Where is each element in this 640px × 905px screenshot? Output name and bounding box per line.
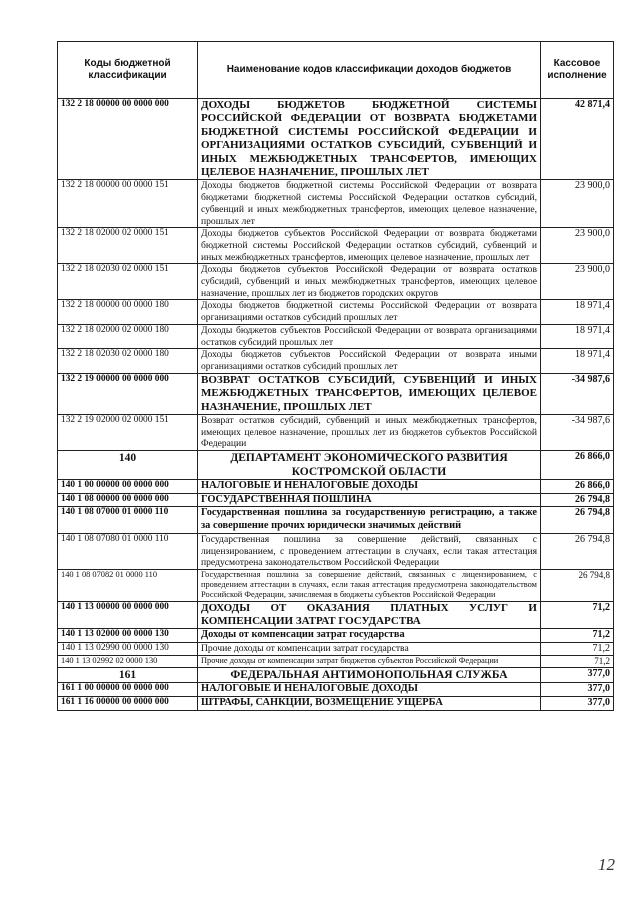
row-code: 132 2 18 00000 00 0000 000 [58, 99, 198, 180]
table-row [58, 601, 614, 629]
row-amount: 26 794,8 [541, 533, 614, 569]
row-name: ФЕДЕРАЛЬНАЯ АНТИМОНОПОЛЬНАЯ СЛУЖБА [198, 668, 541, 683]
revenue-table [57, 41, 614, 711]
row-code: 140 1 13 02990 00 0000 130 [58, 643, 198, 656]
row-amount: 377,0 [541, 683, 614, 697]
row-code: 132 2 18 02000 02 0000 151 [58, 228, 198, 264]
row-amount: 26 794,8 [541, 569, 614, 601]
table-row [58, 493, 614, 507]
row-code: 161 1 00 00000 00 0000 000 [58, 683, 198, 697]
row-name: НАЛОГОВЫЕ И НЕНАЛОГОВЫЕ ДОХОДЫ [198, 480, 541, 494]
row-code: 161 [58, 668, 198, 683]
row-name: Доходы от компенсации затрат государства [198, 629, 541, 643]
row-amount: 23 900,0 [541, 264, 614, 300]
row-amount: 18 971,4 [541, 349, 614, 373]
row-code: 140 1 08 07082 01 0000 110 [58, 569, 198, 601]
row-amount: 26 866,0 [541, 451, 614, 480]
table-row [58, 99, 614, 180]
row-name: ШТРАФЫ, САНКЦИИ, ВОЗМЕЩЕНИЕ УЩЕРБА [198, 697, 541, 711]
row-name: Государственная пошлина за совершение действий, связанных с лицензированием, с проведением аттестации в случаях, если такая аттестация предусмотрена законодательством Российской Федерации [198, 533, 541, 569]
row-amount: 377,0 [541, 668, 614, 683]
row-code: 161 1 16 00000 00 0000 000 [58, 697, 198, 711]
row-code: 140 1 00 00000 00 0000 000 [58, 480, 198, 494]
table-row [58, 697, 614, 711]
row-name: Доходы бюджетов субъектов Российской Федерации от возврата организациями остатков субсидий прошлых лет [198, 324, 541, 348]
row-amount: 377,0 [541, 697, 614, 711]
row-code: 140 1 13 00000 00 0000 000 [58, 601, 198, 629]
row-code: 140 1 08 07080 01 0000 110 [58, 533, 198, 569]
table-row [58, 228, 614, 264]
row-amount: 42 871,4 [541, 99, 614, 180]
row-code: 140 1 08 00000 00 0000 000 [58, 493, 198, 507]
row-amount: 26 866,0 [541, 480, 614, 494]
table-row [58, 414, 614, 450]
row-amount: 71,2 [541, 656, 614, 668]
row-name: ДЕПАРТАМЕНТ ЭКОНОМИЧЕСКОГО РАЗВИТИЯ КОСТРОМСКОЙ ОБЛАСТИ [198, 451, 541, 480]
row-amount: 71,2 [541, 629, 614, 643]
row-code: 132 2 18 02030 02 0000 180 [58, 349, 198, 373]
table-row [58, 668, 614, 683]
table-row [58, 569, 614, 601]
row-code: 140 [58, 451, 198, 480]
row-code: 140 1 13 02992 02 0000 130 [58, 656, 198, 668]
row-name: НАЛОГОВЫЕ И НЕНАЛОГОВЫЕ ДОХОДЫ [198, 683, 541, 697]
table-row [58, 451, 614, 480]
table-row [58, 629, 614, 643]
row-name: Государственная пошлина за совершение действий, связанных с лицензированием, с проведением аттестации в случаях, если такая аттестация предусмотрена законодательством Российской Федерации, зачисляемая в бюджеты субъектов Российской Федерации [198, 569, 541, 601]
row-name: Прочие доходы от компенсации затрат бюджетов субъектов Российской Федерации [198, 656, 541, 668]
row-name: Доходы бюджетов субъектов Российской Федерации от возврата иными организациями остатков субсидий прошлых лет [198, 349, 541, 373]
row-name: ГОСУДАРСТВЕННАЯ ПОШЛИНА [198, 493, 541, 507]
row-name: ВОЗВРАТ ОСТАТКОВ СУБСИДИЙ, СУБВЕНЦИЙ И ИНЫХ МЕЖБЮДЖЕТНЫХ ТРАНСФЕРТОВ, ИМЕЮЩИХ ЦЕЛЕВОЕ НАЗНАЧЕНИЕ, ПРОШЛЫХ ЛЕТ [198, 373, 541, 414]
table-row [58, 507, 614, 533]
row-amount: 18 971,4 [541, 300, 614, 324]
table-row [58, 643, 614, 656]
table-row [58, 300, 614, 324]
row-amount: 23 900,0 [541, 228, 614, 264]
row-amount: 18 971,4 [541, 324, 614, 348]
table-body [58, 99, 614, 711]
header-amount: Кассовое исполнение [541, 42, 614, 99]
row-name: ДОХОДЫ БЮДЖЕТОВ БЮДЖЕТНОЙ СИСТЕМЫ РОССИЙСКОЙ ФЕДЕРАЦИИ ОТ ВОЗВРАТА БЮДЖЕТАМИ БЮДЖЕТНОЙ СИСТЕМЫ РОССИЙСКОЙ ФЕДЕРАЦИИ И ОРГАНИЗАЦИЯМИ ОСТАТКОВ СУБСИДИЙ, СУБВЕНЦИЙ И ИНЫХ МЕЖБЮДЖЕТНЫХ ТРАНСФЕРТОВ, ИМЕЮЩИХ ЦЕЛЕВОЕ НАЗНАЧЕНИЕ, ПРОШЛЫХ ЛЕТ [198, 99, 541, 180]
row-amount: -34 987,6 [541, 373, 614, 414]
row-code: 140 1 13 02000 00 0000 130 [58, 629, 198, 643]
table-row [58, 180, 614, 228]
header-code: Коды бюджетной классификации [58, 42, 198, 99]
row-code: 132 2 18 02030 02 0000 151 [58, 264, 198, 300]
table-row [58, 264, 614, 300]
row-name: Доходы бюджетов субъектов Российской Федерации от возврата бюджетами бюджетной системы Российской Федерации остатков субсидий, субвенций и иных межбюджетных трансфертов, имеющих целевое назначение, прошлых лет [198, 228, 541, 264]
row-amount: 26 794,8 [541, 507, 614, 533]
row-amount: 26 794,8 [541, 493, 614, 507]
row-name: ДОХОДЫ ОТ ОКАЗАНИЯ ПЛАТНЫХ УСЛУГ И КОМПЕНСАЦИИ ЗАТРАТ ГОСУДАРСТВА [198, 601, 541, 629]
header-name: Наименование кодов классификации доходов бюджетов [198, 42, 541, 99]
table-row [58, 656, 614, 668]
row-name: Государственная пошлина за государственную регистрацию, а также за совершение прочих юридически значимых действий [198, 507, 541, 533]
table-row [58, 349, 614, 373]
row-name: Доходы бюджетов бюджетной системы Российской Федерации от возврата организациями остатков субсидий прошлых лет [198, 300, 541, 324]
row-code: 132 2 18 00000 00 0000 180 [58, 300, 198, 324]
row-name: Возврат остатков субсидий, субвенций и иных межбюджетных трансфертов, имеющих целевое назначение, прошлых лет из бюджетов субъектов Российской Федерации [198, 414, 541, 450]
table-row [58, 373, 614, 414]
table-row [58, 480, 614, 494]
table-header-row [58, 42, 614, 99]
page-number: 12 [598, 855, 615, 874]
row-amount: 71,2 [541, 643, 614, 656]
row-code: 132 2 19 02000 02 0000 151 [58, 414, 198, 450]
row-code: 132 2 18 02000 02 0000 180 [58, 324, 198, 348]
row-code: 132 2 18 00000 00 0000 151 [58, 180, 198, 228]
row-name: Доходы бюджетов бюджетной системы Российской Федерации от возврата бюджетами бюджетной системы Российской Федерации остатков субсидий, субвенций и иных межбюджетных трансфертов, имеющих целевое назначение, прошлых лет [198, 180, 541, 228]
row-amount: 23 900,0 [541, 180, 614, 228]
row-code: 140 1 08 07000 01 0000 110 [58, 507, 198, 533]
table-row [58, 533, 614, 569]
table-row [58, 324, 614, 348]
row-code: 132 2 19 00000 00 0000 000 [58, 373, 198, 414]
row-amount: 71,2 [541, 601, 614, 629]
row-amount: -34 987,6 [541, 414, 614, 450]
table-row [58, 683, 614, 697]
row-name: Прочие доходы от компенсации затрат государства [198, 643, 541, 656]
row-name: Доходы бюджетов субъектов Российской Федерации от возврата остатков субсидий, субвенций и иных межбюджетных трансфертов, имеющих целевое назначение, прошлых лет из бюджетов городских округов [198, 264, 541, 300]
